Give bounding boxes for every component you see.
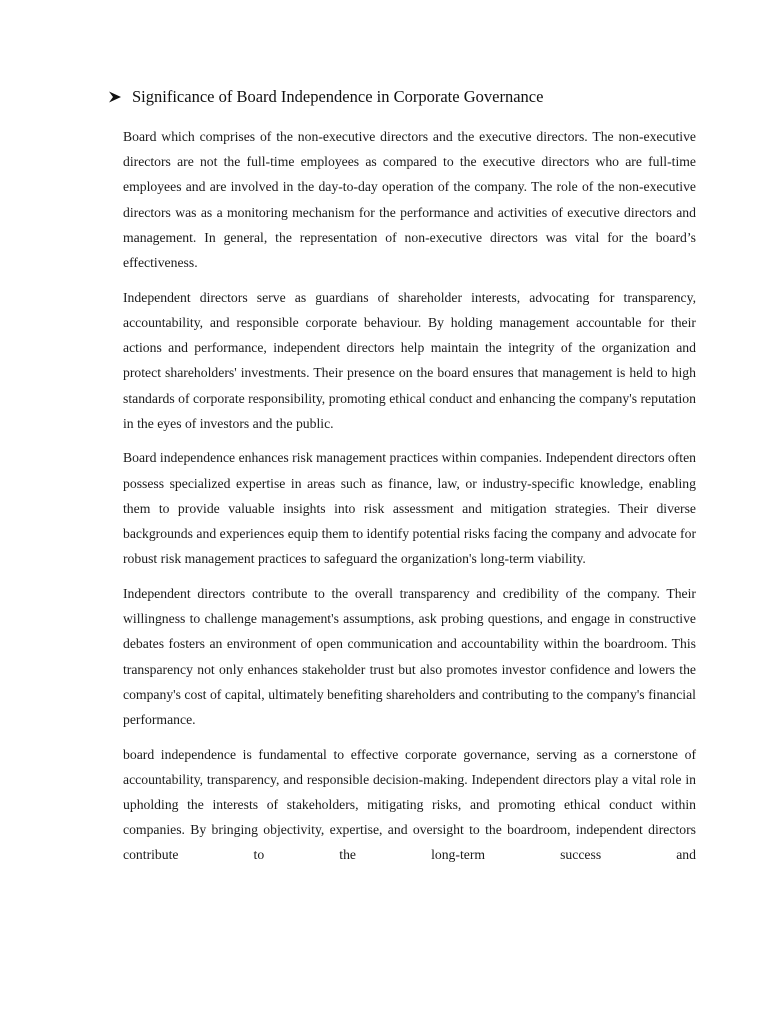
paragraph-4: Independent directors contribute to the overall transparency and credibility of the company. Their willingness to challenge management's assumptions, ask probing questions, and engage in constructive debates fosters an environment of open communication and accountability within the boardroom. This transparency not only enhances stakeholder trust but also promotes investor confidence and lowers the company's cost of capital, ultimately benefiting shareholders and contributing to the company's financial performance. — [123, 585, 696, 727]
section-title: Significance of Board Independence in Corporate Governance — [132, 87, 544, 106]
paragraph-2: Independent directors serve as guardians of shareholder interests, advocating for transparency, accountability, and responsible corporate behaviour. By holding management accountable for their actions and performance, independent directors help maintain the integrity of the organization and protect shareholders' investments. Their presence on the board ensures that management is held to high standards of corporate responsibility, promoting ethical conduct and enhancing the company's reputation in the eyes of investors and the public. — [123, 289, 696, 431]
arrowhead-bullet-icon — [108, 90, 122, 104]
body-text — [123, 124, 696, 877]
paragraph-3: Board independence enhances risk management practices within companies. Independent directors often possess specialized expertise in areas such as finance, law, or industry-specific knowledge, enabling them to provide valuable insights into risk assessment and mitigation strategies. Their diverse backgrounds and experiences equip them to identify potential risks facing the company and advocate for robust risk management practices to safeguard the organization's long-term viability. — [123, 450, 696, 567]
section-heading — [108, 86, 543, 108]
paragraph-5: board independence is fundamental to effective corporate governance, serving as a cornerstone of accountability, transparency, and responsible decision-making. Independent directors play a vital role in upholding the interests of stakeholders, mitigating risks, and promoting ethical conduct within companies. By bringing objectivity, expertise, and oversight to the boardroom, independent directors contribute to the long-term success and — [123, 746, 696, 863]
paragraph-1: Board which comprises of the non-executive directors and the executive directors. The non-executive directors are not the full-time employees as compared to the executive directors who are full-time employees and are involved in the day-to-day operation of the company. The role of the non-executive directors was as a monitoring mechanism for the performance and activities of executive directors and management. In general, the representation of non-executive directors was vital for the board’s effectiveness. — [123, 129, 696, 271]
